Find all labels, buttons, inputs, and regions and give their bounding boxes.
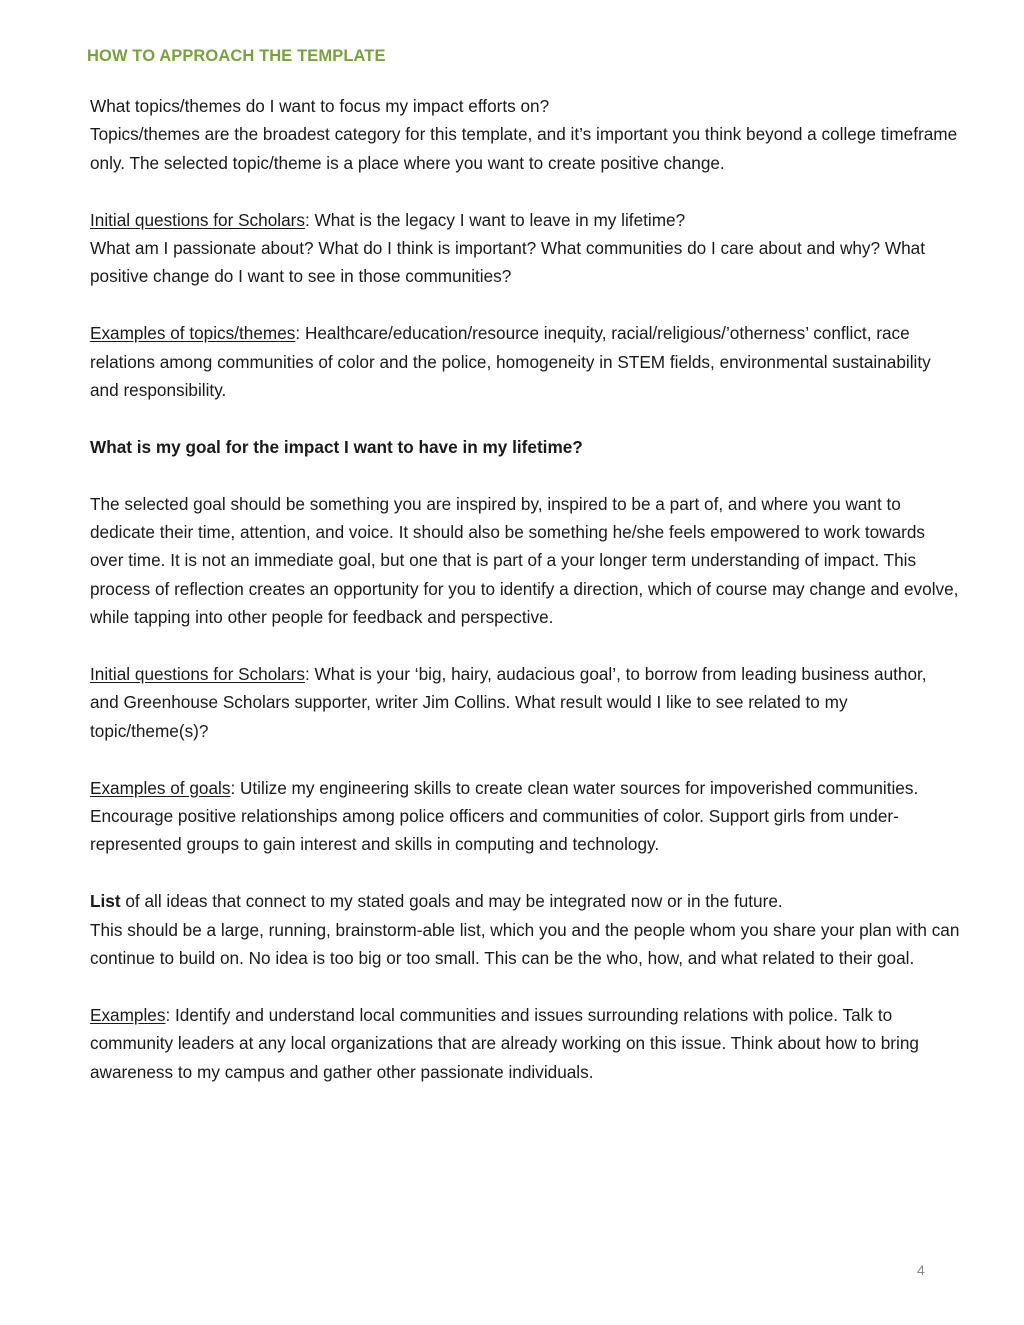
list-paragraph <box>90 887 960 972</box>
list-examples-label: Examples <box>90 1004 166 1025</box>
list-label: List <box>90 891 121 912</box>
goal-questions-text: : What is your ‘big, hairy, audacious goal’, to borrow from leading business author, and Greenhouse Scholars supporter, writer Jim Collins. What result would I like to see related to my topic/theme(s)? <box>90 664 927 741</box>
goal-examples-text: : Utilize my engineering skills to create clean water sources for impoverished communities. Encourage positive relationships among police officers and communities of color. Support girls from under-represented groups to gain interest and skills in computing and technology. <box>90 777 919 855</box>
goal-heading: What is my goal for the impact I want to have in my lifetime? <box>90 436 583 457</box>
topics-question: What topics/themes do I want to focus my impact efforts on? <box>90 96 550 116</box>
list-line1: of all ideas that connect to my stated goals and may be integrated now or in the future. <box>120 891 783 912</box>
topic-questions-rest: What am I passionate about? What do I think is important? What communities do I care about and why? What positive change do I want to see in those communities? <box>90 238 925 287</box>
goal-examples-label: Examples of goals <box>90 777 231 798</box>
goal-examples-paragraph <box>90 774 960 859</box>
goal-questions-paragraph <box>90 660 960 745</box>
topic-examples-label: Examples of topics/themes <box>90 323 296 344</box>
goal-questions-label: Initial questions for Scholars <box>90 664 305 685</box>
topic-examples-paragraph <box>90 319 960 404</box>
goal-heading-paragraph <box>90 433 960 461</box>
goal-description: The selected goal should be something you are inspired by, inspired to be a part of, and where you want to dedicate their time, attention, and voice. It should also be something he/she feels empowered to work towards over time. It is not an immediate goal, but one that is part of a your longer term understanding of impact. This process of reflection creates an opportunity for you to identify a direction, which of course may change and evolve, while tapping into other people for feedback and perspective. <box>90 493 959 628</box>
list-examples-paragraph <box>90 1001 960 1086</box>
topic-questions-paragraph <box>90 206 960 291</box>
topic-examples-text: : Healthcare/education/resource inequity, racial/religious/’otherness’ conflict, race relations among communities of color and the police, homogeneity in STEM fields, environmental sustainability and responsibility. <box>90 323 931 401</box>
topics-description: Topics/themes are the broadest category for this template, and it’s important you think beyond a college timeframe only. The selected topic/theme is a place where you want to create positive change. <box>90 124 958 173</box>
topics-paragraph <box>90 92 960 177</box>
list-examples-text: : Identify and understand local communities and issues surrounding relations with police. Talk to community leaders at any local organizations that are already working on this issue. Think about how to bring awareness to my campus and gather other passionate individuals. <box>90 1004 919 1082</box>
goal-description-paragraph <box>90 490 960 632</box>
list-rest: This should be a large, running, brainstorm-able list, which you and the people whom you share your plan with can continue to build on. No idea is too big or too small. This can be the who, how, and what related to their goal. <box>90 919 960 969</box>
section-heading: HOW TO APPROACH THE TEMPLATE <box>87 47 386 65</box>
topic-questions-line1: : What is the legacy I want to leave in my lifetime? <box>304 209 686 230</box>
topic-questions-label: Initial questions for Scholars <box>90 209 305 230</box>
body-content <box>90 92 960 1114</box>
page-number: 4 <box>917 1262 925 1278</box>
